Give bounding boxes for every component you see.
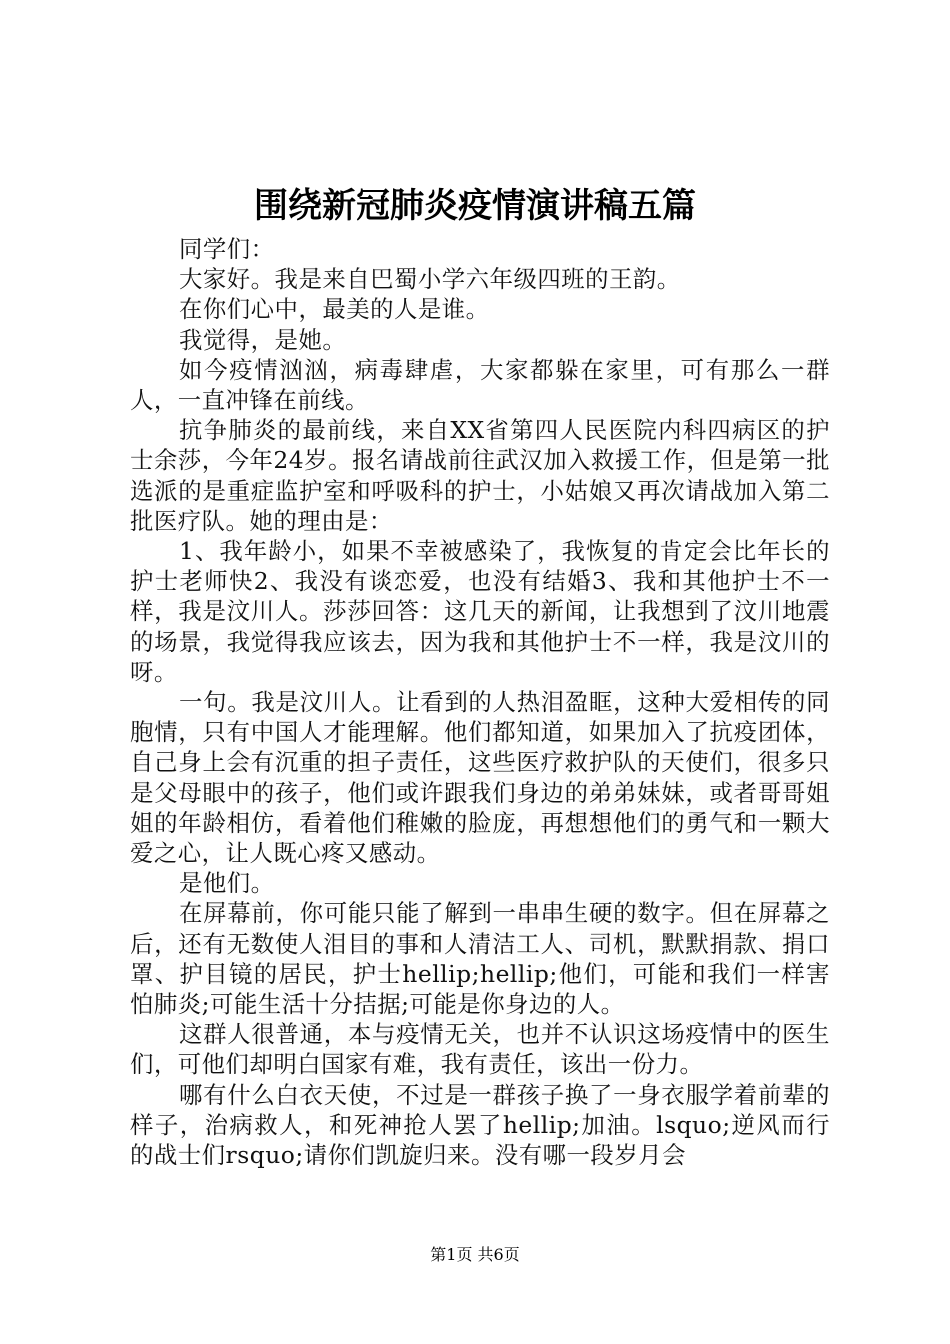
paragraph: 抗争肺炎的最前线，来自XX省第四人民医院内科四病区的护士余莎，今年24岁。报名请战前往武汉加入救援工作，但是第一批选派的是重症监护室和呼吸科的护士，小姑娘又再次请战加入第二批医疗队。她的理由是：	[130, 416, 830, 535]
paragraph: 如今疫情汹汹，病毒肆虐，大家都躲在家里，可有那么一群人，一直冲锋在前线。	[130, 355, 830, 415]
paragraph: 一句。我是汶川人。让看到的人热泪盈眶，这种大爱相传的同胞情，只有中国人才能理解。他们都知道，如果加入了抗疫团体，自己身上会有沉重的担子责任，这些医疗救护队的天使们，很多只是父母眼中的孩子，他们或许跟我们身边的弟弟妹妹，或者哥哥姐姐的年龄相仿，看着他们稚嫩的脸庞，再想想他们的勇气和一颗大爱之心，让人既心疼又感动。	[130, 688, 830, 868]
paragraph: 哪有什么白衣天使，不过是一群孩子换了一身衣服学着前辈的样子，治病救人，和死神抢人罢了hellip;加油。lsquo;逆风而行的战士们rsquo;请你们凯旋归来。没有哪一段岁月会	[130, 1080, 830, 1170]
document-title: 围绕新冠肺炎疫情演讲稿五篇	[254, 186, 696, 226]
paragraph: 1、我年龄小，如果不幸被感染了，我恢复的肯定会比年长的护士老师快2、我没有谈恋爱，也没有结婚3、我和其他护士不一样，我是汶川人。莎莎回答：这几天的新闻，让我想到了汶川地震的场景，我觉得我应该去，因为我和其他护士不一样，我是汶川的呀。	[130, 537, 830, 686]
paragraph: 在屏幕前，你可能只能了解到一串串生硬的数字。但在屏幕之后，还有无数使人泪目的事和人清洁工人、司机，默默捐款、捐口罩、护目镜的居民，护士hellip;hellip;他们，可能和我们一样害怕肺炎;可能生活十分拮据;可能是你身边的人。	[130, 899, 830, 1019]
paragraph: 在你们心中，最美的人是谁。	[179, 295, 490, 324]
paragraph: 我觉得，是她。	[179, 325, 347, 354]
paragraph: 同学们：	[179, 235, 275, 263]
document-body	[130, 234, 830, 1170]
page-footer: 第1页 共6页	[430, 1245, 520, 1264]
paragraph: 是他们。	[179, 869, 275, 898]
paragraph: 大家好。我是来自巴蜀小学六年级四班的王韵。	[179, 265, 681, 294]
paragraph: 这群人很普通，本与疫情无关，也并不认识这场疫情中的医生们，可他们却明白国家有难，我有责任，该出一份力。	[130, 1020, 830, 1079]
